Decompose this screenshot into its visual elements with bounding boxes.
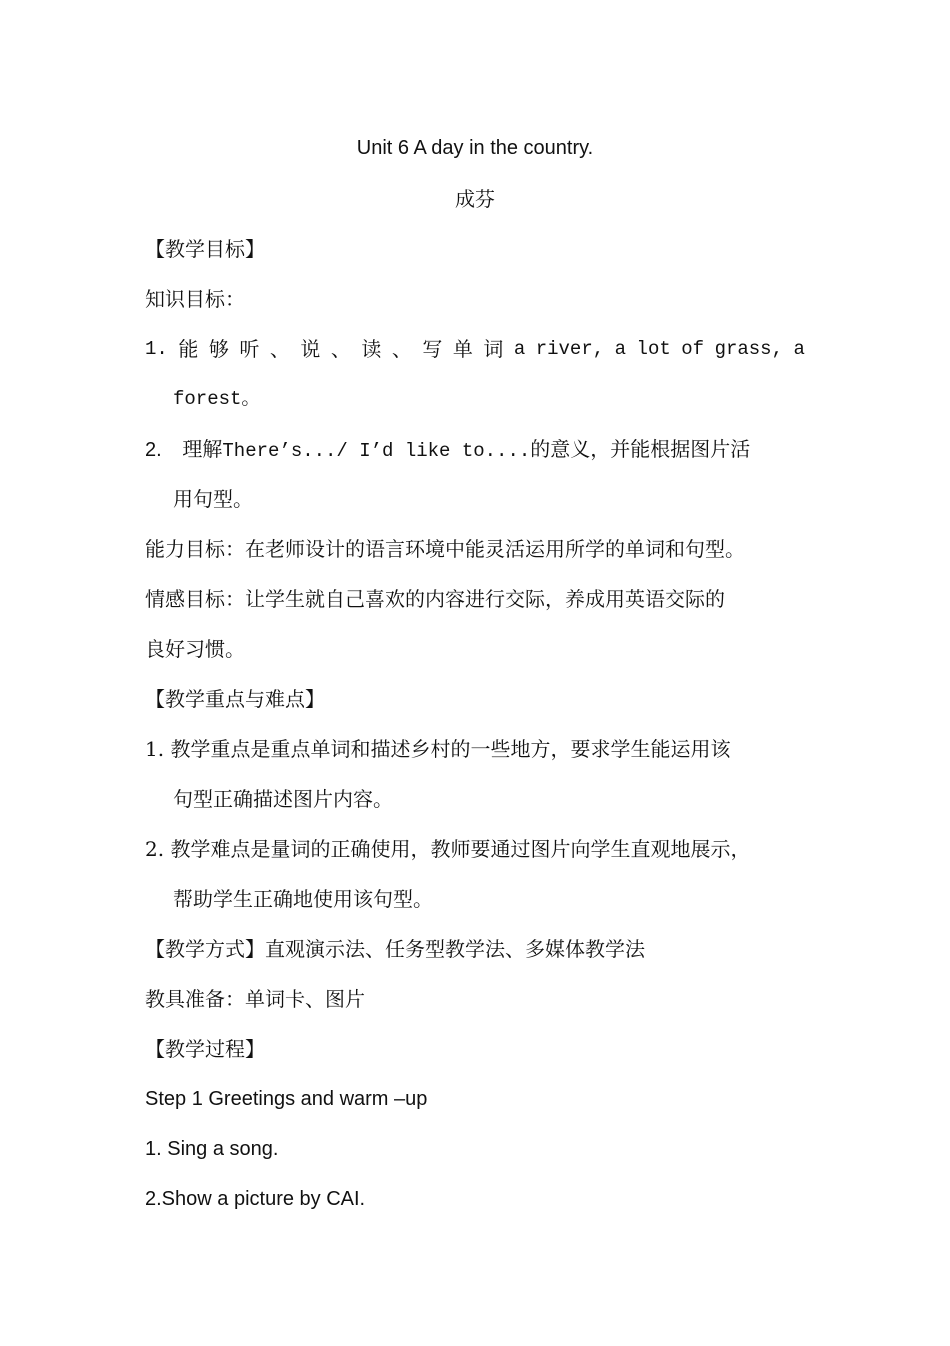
objective-item-1-token: lot [636, 338, 671, 360]
objective-item-1-token: a [793, 338, 805, 360]
objective-item-1-token: 读 [361, 337, 382, 361]
objective-item-1-token: 单 [452, 337, 473, 361]
objective-item-1-token: 、 [391, 337, 412, 361]
teaching-aids: 教具准备：单词卡、图片 [145, 987, 365, 1011]
objective-item-1-token: 、 [330, 337, 351, 361]
objective-item-1-token: 词 [483, 337, 504, 361]
ability-goal: 能力目标：在老师设计的语言环境中能灵活运用所学的单词和句型。 [145, 537, 745, 561]
step-1-item-1: 1. Sing a song. [145, 1138, 279, 1160]
objective-item-1-token: 能 [178, 337, 199, 361]
objective-item-1-token: a [513, 338, 526, 360]
objective-item-1-continuation: forest。 [173, 388, 261, 410]
sentence-pattern: There’s.../ I’d like to.... [222, 440, 531, 462]
teaching-methods: 【教学方式】直观演示法、任务型教学法、多媒体教学法 [145, 937, 645, 961]
objective-item-2-text-a: 理解 [182, 437, 223, 461]
objective-item-1-token: 够 [208, 337, 229, 361]
step-1-item-2: 2.Show a picture by CAI. [145, 1188, 366, 1210]
objective-item-1-token: 听 [239, 337, 260, 361]
objective-item-1-token: 写 [422, 337, 443, 361]
objective-item-2-continuation: 用句型。 [173, 487, 253, 511]
key-point-2: 2. 教学难点是量词的正确使用，教师要通过图片向学生直观地展示， [145, 837, 751, 861]
key-point-2-continuation: 帮助学生正确地使用该句型。 [173, 887, 433, 911]
objective-item-2-text-c: 的意义，并能根据图片活 [530, 437, 751, 461]
objective-item-1-token: a [614, 338, 627, 360]
objective-item-1-token: of [681, 338, 705, 360]
knowledge-goal-label: 知识目标： [145, 287, 245, 311]
objective-item-1-token: grass, [714, 338, 783, 360]
objective-item-1-token: river, [535, 338, 605, 360]
section-heading-process: 【教学过程】 [145, 1037, 265, 1061]
section-heading-objectives: 【教学目标】 [145, 237, 265, 261]
key-point-1-continuation: 句型正确描述图片内容。 [173, 787, 393, 811]
objective-item-1-token: 、 [269, 337, 290, 361]
document-title: Unit 6 A day in the country. [356, 137, 594, 159]
objective-item-1 [145, 336, 805, 362]
objective-item-1-token: 说 [300, 337, 321, 361]
objective-item-2 [145, 436, 750, 464]
author-name: 成芬 [455, 187, 495, 211]
key-point-1: 1. 教学重点是重点单词和描述乡村的一些地方，要求学生能运用该 [145, 737, 731, 761]
step-1-heading: Step 1 Greetings and warm –up [145, 1088, 428, 1110]
emotion-goal: 情感目标：让学生就自己喜欢的内容进行交际，养成用英语交际的 [145, 587, 725, 611]
emotion-goal-continuation: 良好习惯。 [145, 637, 245, 661]
list-number: 2. [145, 439, 162, 461]
objective-item-1-token: 1. [145, 338, 168, 360]
section-heading-key-points: 【教学重点与难点】 [145, 687, 325, 711]
